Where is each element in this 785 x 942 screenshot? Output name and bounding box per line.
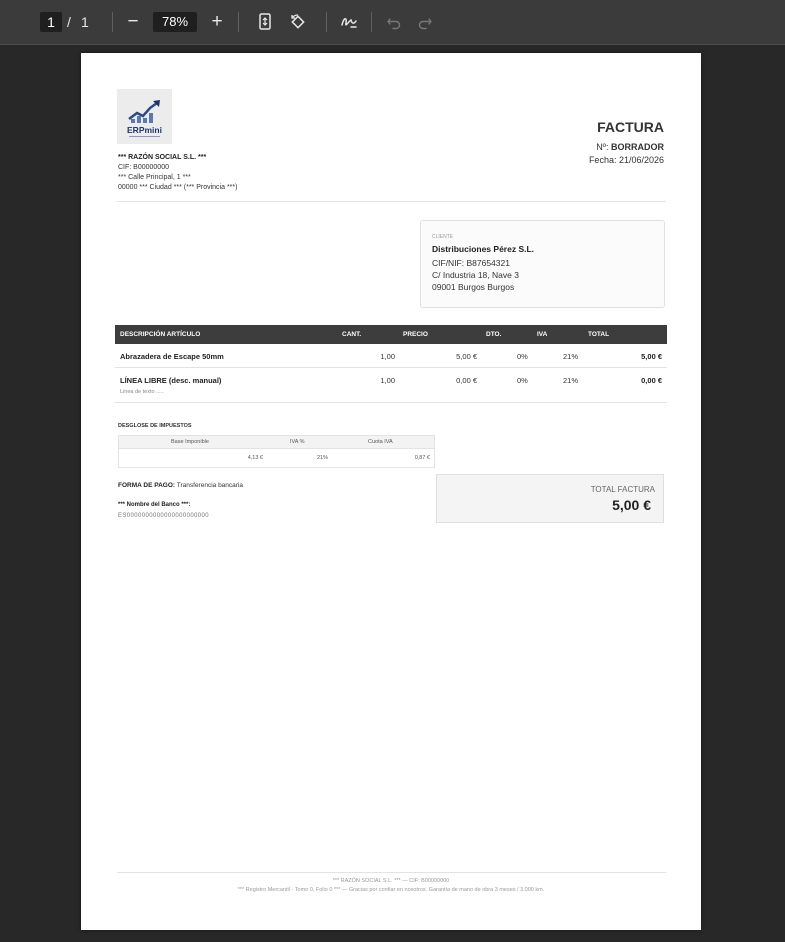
bank-name: *** Nombre del Banco ***: bbox=[118, 502, 191, 508]
invoice-title: FACTURA bbox=[597, 119, 664, 135]
logo-text: ERPmini bbox=[127, 125, 162, 135]
client-cif: CIF/NIF: B87654321 bbox=[432, 258, 510, 268]
invoice-number-value: BORRADOR bbox=[611, 142, 664, 152]
page-total: 1 bbox=[81, 14, 89, 30]
item-subtext: Linea de texto ..... bbox=[120, 389, 164, 395]
page-separator: / bbox=[67, 14, 71, 30]
company-city: 00000 *** Ciudad *** (*** Provincia ***) bbox=[118, 184, 238, 191]
item-quantity: 1,00 bbox=[380, 352, 395, 361]
draw-signature-icon[interactable] bbox=[339, 12, 359, 32]
pdf-toolbar bbox=[0, 0, 785, 45]
fit-page-icon[interactable] bbox=[257, 12, 273, 32]
payment-value: Transferencia bancaria bbox=[176, 482, 244, 489]
item-discount: 0% bbox=[517, 352, 528, 361]
footer-line-2: *** Registro Mercantil - Tomo 0, Folio 0 *** — Gracias por confiar en nosotros. Garantía de mano de obra 3 meses / 3.000 km. bbox=[237, 887, 545, 893]
toolbar-divider bbox=[112, 12, 113, 32]
item-total: 0,00 € bbox=[641, 376, 662, 385]
tax-base-value: 4,13 € bbox=[247, 455, 263, 461]
client-label: CLIENTE bbox=[432, 234, 454, 240]
company-address: *** Calle Principal, 1 *** bbox=[118, 174, 191, 181]
bank-iban: ES0000000000000000000000 bbox=[118, 513, 210, 519]
item-vat: 21% bbox=[563, 352, 579, 361]
col-price: PRECIO bbox=[403, 331, 428, 338]
tax-rate-value: 21% bbox=[317, 455, 329, 461]
payment-method bbox=[118, 482, 243, 489]
item-vat: 21% bbox=[563, 376, 579, 385]
col-discount: DTO. bbox=[486, 331, 502, 338]
client-city: 09001 Burgos Burgos bbox=[432, 282, 515, 292]
row-divider bbox=[115, 402, 667, 403]
zoom-level[interactable]: 78% bbox=[153, 12, 197, 32]
page-number-input[interactable]: 1 bbox=[40, 12, 62, 32]
tax-breakdown-title: DESGLOSE DE IMPUESTOS bbox=[118, 423, 192, 429]
redo-icon[interactable] bbox=[417, 12, 433, 32]
tax-amount-value: 0,87 € bbox=[414, 455, 430, 461]
company-logo bbox=[117, 89, 172, 144]
client-box bbox=[420, 220, 665, 308]
zoom-out-button[interactable]: − bbox=[127, 11, 139, 32]
toolbar-divider bbox=[326, 12, 327, 32]
invoice-date: Fecha: 21/06/2026 bbox=[588, 155, 664, 165]
row-divider bbox=[115, 367, 667, 368]
client-name: Distribuciones Pérez S.L. bbox=[432, 244, 535, 254]
rotate-icon[interactable] bbox=[288, 12, 308, 32]
undo-icon[interactable] bbox=[386, 12, 402, 32]
item-price: 5,00 € bbox=[456, 352, 477, 361]
header-divider bbox=[117, 201, 666, 202]
footer-divider bbox=[117, 872, 666, 873]
col-description: DESCRIPCIÓN ARTÍCULO bbox=[120, 331, 201, 338]
tax-col-base: Base Imponible bbox=[171, 439, 209, 445]
company-name: *** RAZÓN SOCIAL S.L. *** bbox=[118, 154, 207, 161]
col-total: TOTAL bbox=[588, 331, 610, 338]
item-price: 0,00 € bbox=[456, 376, 477, 385]
company-cif: CIF: B00000000 bbox=[118, 164, 169, 171]
item-description: Abrazadera de Escape 50mm bbox=[120, 352, 224, 361]
tax-col-rate: IVA % bbox=[290, 439, 305, 445]
invoice-page bbox=[81, 53, 701, 930]
toolbar-divider bbox=[371, 12, 372, 32]
invoice-total-box bbox=[436, 474, 664, 523]
client-address: C/ Industria 18, Nave 3 bbox=[432, 270, 519, 280]
total-label: TOTAL FACTURA bbox=[590, 485, 655, 494]
item-quantity: 1,00 bbox=[380, 376, 395, 385]
col-vat: IVA bbox=[537, 331, 548, 338]
toolbar-divider bbox=[238, 12, 239, 32]
item-discount: 0% bbox=[517, 376, 528, 385]
footer-line-1: *** RAZÓN SOCIAL S.L. *** — CIF: B00000000 bbox=[332, 878, 450, 884]
item-description: LÍNEA LIBRE (desc. manual) bbox=[120, 376, 222, 385]
tax-breakdown-table bbox=[118, 435, 435, 468]
payment-label: FORMA DE PAGO: bbox=[118, 482, 176, 489]
total-value: 5,00 € bbox=[612, 497, 651, 513]
zoom-in-button[interactable]: + bbox=[211, 11, 223, 32]
tax-col-amount: Cuota IVA bbox=[368, 439, 393, 445]
items-table-header bbox=[115, 325, 667, 344]
company-info bbox=[118, 153, 237, 193]
col-quantity: CANT. bbox=[342, 331, 362, 338]
item-total: 5,00 € bbox=[641, 352, 662, 361]
invoice-number bbox=[596, 142, 664, 152]
invoice-number-label: Nº: bbox=[596, 142, 609, 152]
